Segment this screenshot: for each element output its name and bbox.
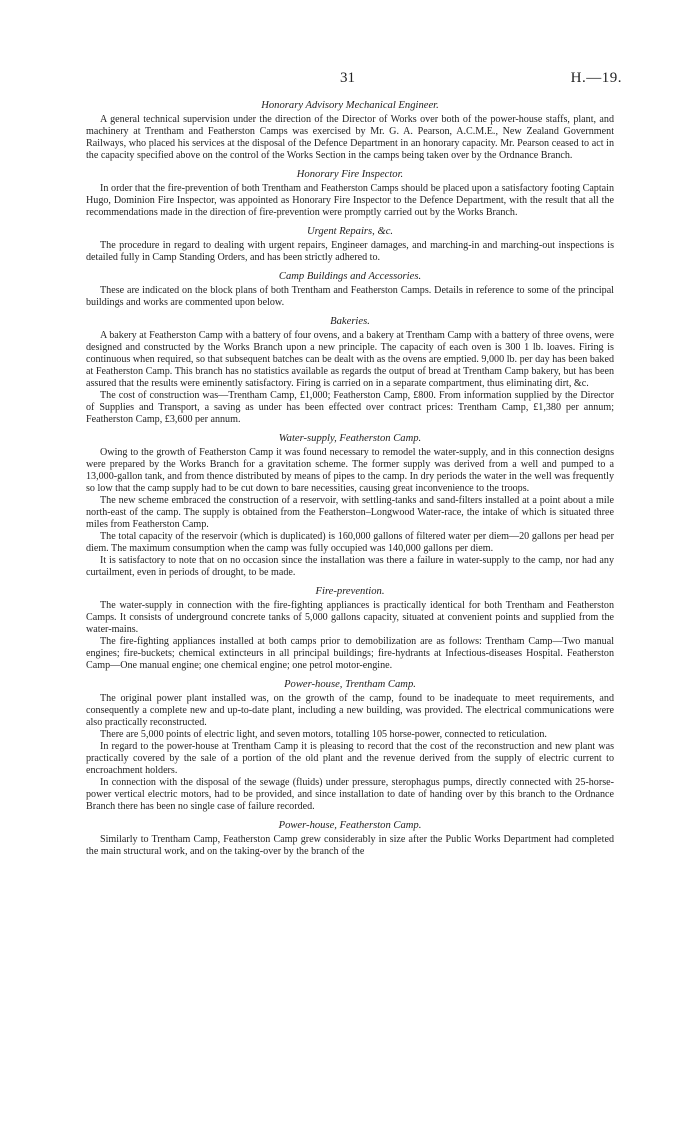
paragraph: It is satisfactory to note that on no occasion since the installation was there a failure in water-supply to the camp, nor had any curtailment, even in periods of drought, to be made. [86,555,614,578]
section [86,100,614,162]
section-heading: Bakeries. [330,316,370,327]
page-number: 31 [340,70,355,86]
paragraph: The fire-fighting appliances installed at both camps prior to demobilization are as follows: Trentham Camp—Two manual engines; fire-buckets; chemical extincteurs in all principal buildings; fire-hydrants at Infectious-diseases Hospital. Featherston Camp—One manual engine; one chemical engine; one petrol motor-engine. [86,636,614,671]
paragraph: The new scheme embraced the construction of a reservoir, with settling-tanks and sand-filters installed at a point about a mile north-east of the camp. The supply is obtained from the Featherston–Longwood Water-race, the intake of which is situated three miles from Featherston Camp. [86,495,614,530]
section-heading: Camp Buildings and Accessories. [278,271,422,282]
paragraph: The cost of construction was—Trentham Camp, £1,000; Featherston Camp, £800. From information supplied by the Director of Supplies and Transport, a saving as under has been effected over contract prices: Trentham Camp, £1,380 per annum; Featherston Camp, £3,600 per annum. [86,390,614,425]
paragraph: These are indicated on the block plans of both Trentham and Featherston Camps. Details in reference to some of the principal buildings and works are commented upon below. [86,285,614,308]
paragraph: In regard to the power-house at Trentham Camp it is pleasing to record that the cost of the reconstruction and new plant was practically covered by the sale of a portion of the old plant and the revenue derived from the supply of electric current to encroachment holders. [86,741,614,776]
paragraph: The original power plant installed was, on the growth of the camp, found to be inadequate to meet requirements, and consequently a complete new and up-to-date plant, including a new building, was provided. The electrical communications were also practically reconstructed. [86,693,614,728]
document-body [86,100,614,858]
section [86,316,614,426]
section-heading: Fire-prevention. [315,586,385,597]
document-reference: H.—19. [570,70,622,86]
section-heading: Power-house, Trentham Camp. [284,679,416,690]
paragraph: The procedure in regard to dealing with urgent repairs, Engineer damages, and marching-in and marching-out inspections is detailed fully in Camp Standing Orders, and has been strictly adhered to. [86,240,614,263]
section [86,820,614,858]
paragraph: The water-supply in connection with the fire-fighting appliances is practically identical for both Trentham and Featherston Camps. It consists of underground concrete tanks of 5,000 gallons capacity, situated at convenient points and supplied from the water-mains. [86,600,614,635]
paragraph: A general technical supervision under the direction of the Director of Works over both of the power-house staffs, plant, and machinery at Trentham and Featherston Camps was exercised by Mr. G. A. Pearson, A.C.M.E., New Zealand Government Railways, who placed his services at the disposal of the Defence Department in an honorary capacity. Mr. Pearson ceased to act in the capacity specified above on the control of the Works Section in the camps being taken over by the Ordnance Branch. [86,114,614,161]
paragraph: A bakery at Featherston Camp with a battery of four ovens, and a bakery at Trentham Camp with a battery of three ovens, were designed and constructed by the Works Branch upon a new principle. The capacity of each oven is 300 1 lb. loaves. Firing is continuous when required, so that subsequent batches can be dealt with as the ovens are emptied. 9,000 lb. per day has been baked at Featherston Camp. This branch has no statistics available as regards the output of bread at Trentham Camp bakery, but has been assured that the results were eminently satisfactory. Firing is carried on in a separate compartment, thus eliminating dirt, &c. [86,330,614,389]
section [86,586,614,672]
paragraph: In order that the fire-prevention of both Trentham and Featherston Camps should be placed upon a satisfactory footing Captain Hugo, Dominion Fire Inspector, was appointed as Honorary Fire Inspector to the Defence Department, with the result that all the recommendations made in the direction of fire-prevention were promptly carried out by the Works Branch. [86,183,614,218]
section [86,679,614,813]
paragraph: The total capacity of the reservoir (which is duplicated) is 160,000 gallons of filtered water per diem—20 gallons per head per diem. The maximum consumption when the camp was fully occupied was 140,000 gallons per diem. [86,531,614,554]
section [86,169,614,219]
paragraph: There are 5,000 points of electric light, and seven motors, totalling 105 horse-power, connected to reticulation. [100,729,547,740]
section-heading: Honorary Advisory Mechanical Engineer. [261,100,439,111]
section [86,433,614,579]
section-heading: Power-house, Featherston Camp. [278,820,422,831]
section-heading: Water-supply, Featherston Camp. [278,433,422,444]
section-heading: Urgent Repairs, &c. [306,226,394,237]
section-heading: Honorary Fire Inspector. [296,169,404,180]
paragraph: Owing to the growth of Featherston Camp it was found necessary to remodel the water-supply, and in this connection designs were prepared by the Works Branch for a gravitation scheme. The former supply was derived from a well and pumped to a 13,000-gallon tank, and from thence distributed by means of pipes to the camp. In dry periods the water in the well was frequently so low that the camp supply had to be cut down to bare necessities, causing great inconvenience to the troops. [86,447,614,494]
paragraph: In connection with the disposal of the sewage (fluids) under pressure, sterophagus pumps, directly connected with 25-horse-power vertical electric motors, had to be provided, and since installation to date of handing over by this branch to the Ordnance Branch there has been no single case of failure recorded. [86,777,614,812]
paragraph: Similarly to Trentham Camp, Featherston Camp grew considerably in size after the Public Works Department had completed the main structural work, and on the taking-over by the branch of the [86,834,614,857]
section [86,226,614,264]
page-header [0,70,700,92]
section [86,271,614,309]
